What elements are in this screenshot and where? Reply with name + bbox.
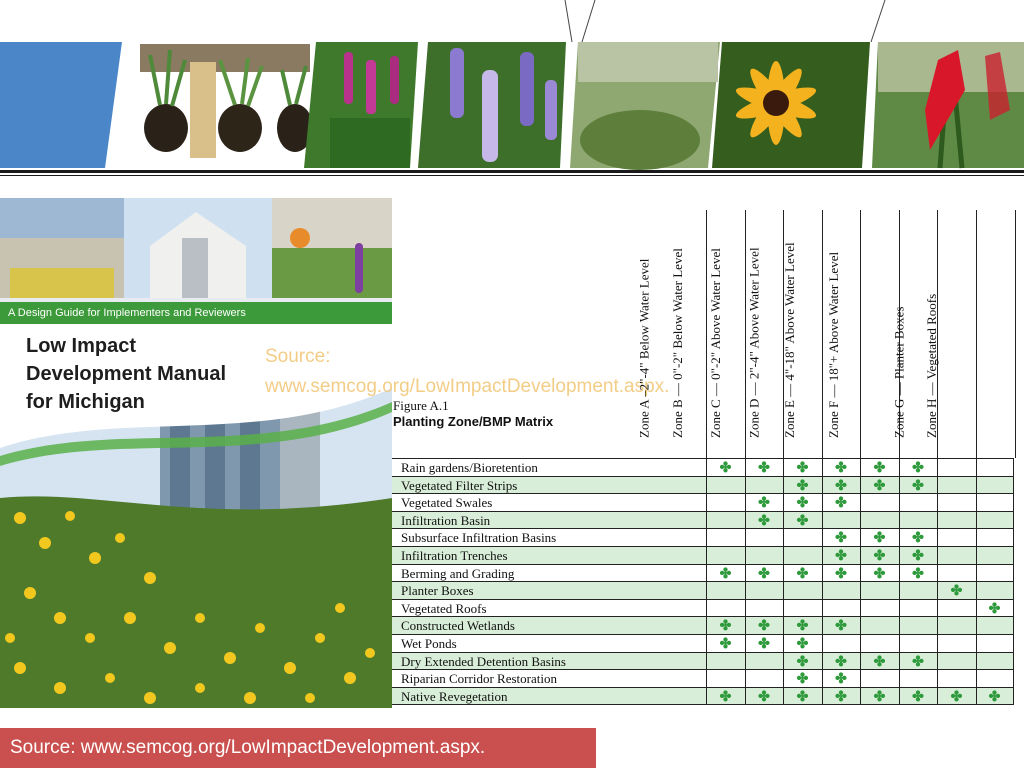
zone-check-icon: ✤	[976, 688, 1014, 705]
zone-check-icon: ✤	[899, 477, 937, 494]
photo-banner	[0, 0, 1024, 180]
zone-header-label: Zone B — 0"-2" Below Water Level	[669, 248, 685, 438]
zone-empty-cell	[822, 635, 860, 652]
source-box: Source: www.semcog.org/LowImpactDevelopment.aspx.	[0, 728, 596, 768]
zone-empty-cell	[706, 512, 744, 529]
zone-check-icon: ✤	[860, 529, 898, 546]
zone-check-icon: ✤	[822, 670, 860, 687]
zone-check-icon: ✤	[745, 512, 783, 529]
ghost-source-text	[265, 342, 669, 402]
zone-empty-cell	[937, 529, 975, 546]
zone-check-icon: ✤	[822, 617, 860, 634]
zone-empty-cell	[976, 617, 1014, 634]
banner-divider-thick	[0, 170, 1024, 173]
zone-header-label: Zone G — Planter Boxes	[891, 306, 907, 438]
zone-check-icon: ✤	[706, 617, 744, 634]
bmp-row	[392, 687, 1014, 705]
bmp-name: Vegetated Roofs	[401, 600, 487, 616]
bmp-name: Infiltration Basin	[401, 512, 491, 528]
cover-title-line: for Michigan	[26, 391, 145, 413]
bmp-name: Berming and Grading	[401, 565, 515, 581]
zone-empty-cell	[783, 547, 821, 564]
zone-empty-cell	[976, 529, 1014, 546]
zone-empty-cell	[937, 600, 975, 617]
zone-empty-cell	[976, 635, 1014, 652]
zone-check-icon: ✤	[706, 459, 744, 476]
bmp-name: Native Revegetation	[401, 688, 508, 704]
ghost-source-line: Source:	[265, 346, 331, 367]
zone-check-icon: ✤	[860, 653, 898, 670]
zone-check-icon: ✤	[822, 653, 860, 670]
bmp-name: Riparian Corridor Restoration	[401, 671, 557, 687]
zone-check-icon: ✤	[822, 565, 860, 582]
zone-empty-cell	[706, 547, 744, 564]
bmp-row	[392, 476, 1014, 494]
zone-check-icon: ✤	[706, 688, 744, 705]
zone-header-label: Zone D — 2"-4" Above Water Level	[746, 247, 762, 438]
zone-check-icon: ✤	[860, 477, 898, 494]
zone-check-icon: ✤	[937, 582, 975, 599]
zone-header-label: Zone E — 4"-18" Above Water Level	[782, 242, 798, 438]
zone-check-icon: ✤	[783, 617, 821, 634]
zone-empty-cell	[976, 582, 1014, 599]
bmp-name: Vegetated Filter Strips	[401, 477, 518, 493]
zone-check-icon: ✤	[899, 529, 937, 546]
zone-empty-cell	[937, 512, 975, 529]
zone-empty-cell	[976, 494, 1014, 511]
zone-check-icon: ✤	[745, 617, 783, 634]
zone-check-icon: ✤	[899, 547, 937, 564]
zone-empty-cell	[976, 547, 1014, 564]
bmp-name: Wet Ponds	[401, 636, 457, 651]
table-bottom-border	[392, 704, 1014, 705]
zone-empty-cell	[706, 529, 744, 546]
zone-empty-cell	[860, 582, 898, 599]
zone-empty-cell	[860, 494, 898, 511]
bmp-row	[392, 669, 1014, 687]
zone-check-icon: ✤	[783, 688, 821, 705]
zone-empty-cell	[937, 547, 975, 564]
zone-empty-cell	[822, 512, 860, 529]
zone-check-icon: ✤	[745, 565, 783, 582]
zone-check-icon: ✤	[822, 459, 860, 476]
zone-empty-cell	[899, 635, 937, 652]
zone-header-label: Zone H — Vegetated Roofs	[923, 293, 939, 438]
zone-empty-cell	[860, 600, 898, 617]
zone-check-icon: ✤	[745, 688, 783, 705]
bmp-row	[392, 564, 1014, 582]
zone-empty-cell	[822, 582, 860, 599]
bmp-row	[392, 581, 1014, 599]
zone-empty-cell	[937, 494, 975, 511]
zone-check-icon: ✤	[783, 653, 821, 670]
zone-check-icon: ✤	[860, 688, 898, 705]
zone-empty-cell	[745, 477, 783, 494]
zone-empty-cell	[937, 635, 975, 652]
zone-check-icon: ✤	[783, 459, 821, 476]
bmp-row	[392, 493, 1014, 511]
zone-empty-cell	[783, 582, 821, 599]
zone-empty-cell	[937, 670, 975, 687]
zone-empty-cell	[706, 477, 744, 494]
zone-check-icon: ✤	[937, 688, 975, 705]
zone-check-icon: ✤	[783, 635, 821, 652]
zone-empty-cell	[745, 529, 783, 546]
bmp-row	[392, 652, 1014, 670]
banner-divider-thin	[0, 175, 1024, 176]
zone-empty-cell	[860, 512, 898, 529]
bmp-name: Planter Boxes	[401, 583, 474, 599]
bmp-row	[392, 616, 1014, 634]
zone-empty-cell	[706, 582, 744, 599]
bmp-name: Infiltration Trenches	[401, 548, 508, 563]
zone-empty-cell	[706, 653, 744, 670]
zone-check-icon: ✤	[745, 459, 783, 476]
zone-empty-cell	[745, 582, 783, 599]
bmp-name: Subsurface Infiltration Basins	[401, 530, 557, 546]
bmp-row	[392, 528, 1014, 546]
zone-header-label: Zone A –2"-4" Below Water Level	[636, 258, 652, 438]
figure-title: Planting Zone/BMP Matrix	[393, 414, 554, 429]
zone-check-icon: ✤	[783, 494, 821, 511]
zone-empty-cell	[899, 670, 937, 687]
zone-empty-cell	[937, 477, 975, 494]
zone-header	[923, 210, 1016, 458]
cover-tagline: A Design Guide for Implementers and Reviewers	[0, 302, 392, 324]
zone-check-icon: ✤	[822, 494, 860, 511]
zone-empty-cell	[976, 670, 1014, 687]
ruler	[190, 62, 216, 158]
zone-empty-cell	[899, 617, 937, 634]
zone-empty-cell	[783, 529, 821, 546]
zone-check-icon: ✤	[783, 565, 821, 582]
zone-empty-cell	[706, 494, 744, 511]
zone-empty-cell	[976, 512, 1014, 529]
zone-empty-cell	[937, 565, 975, 582]
zone-empty-cell	[822, 600, 860, 617]
bmp-name: Rain gardens/Bioretention	[401, 460, 538, 475]
bmp-name: Vegetated Swales	[401, 495, 493, 511]
zone-check-icon: ✤	[706, 565, 744, 582]
zone-empty-cell	[899, 582, 937, 599]
zone-empty-cell	[976, 459, 1014, 476]
zone-check-icon: ✤	[822, 477, 860, 494]
zone-check-icon: ✤	[899, 653, 937, 670]
bmp-row	[392, 634, 1014, 652]
zone-empty-cell	[899, 494, 937, 511]
zone-check-icon: ✤	[745, 494, 783, 511]
zone-empty-cell	[860, 617, 898, 634]
zone-check-icon: ✤	[899, 459, 937, 476]
zone-check-icon: ✤	[822, 688, 860, 705]
zone-empty-cell	[899, 512, 937, 529]
zone-header-label: Zone F — 18"+ Above Water Level	[825, 251, 841, 438]
zone-empty-cell	[745, 600, 783, 617]
zone-check-icon: ✤	[822, 529, 860, 546]
zone-empty-cell	[860, 670, 898, 687]
zone-empty-cell	[937, 653, 975, 670]
zone-empty-cell	[745, 547, 783, 564]
zone-check-icon: ✤	[822, 547, 860, 564]
zone-empty-cell	[976, 565, 1014, 582]
banner-photos	[0, 0, 1024, 180]
zone-empty-cell	[706, 670, 744, 687]
ghost-source-line: www.semcog.org/LowImpactDevelopment.aspx.	[265, 376, 670, 397]
zone-empty-cell	[745, 670, 783, 687]
zone-empty-cell	[860, 635, 898, 652]
figure-label: Figure A.1	[393, 398, 449, 413]
zone-check-icon: ✤	[783, 477, 821, 494]
zone-empty-cell	[937, 617, 975, 634]
zone-empty-cell	[745, 653, 783, 670]
cover-title-line: Low Impact	[26, 335, 137, 357]
cover-illustration	[0, 198, 392, 708]
zone-empty-cell	[899, 600, 937, 617]
zone-check-icon: ✤	[899, 688, 937, 705]
zone-empty-cell	[976, 653, 1014, 670]
zone-empty-cell	[976, 477, 1014, 494]
zone-check-icon: ✤	[783, 670, 821, 687]
zone-check-icon: ✤	[860, 459, 898, 476]
zone-check-icon: ✤	[976, 600, 1014, 617]
book-cover	[0, 198, 392, 708]
zone-check-icon: ✤	[860, 565, 898, 582]
zone-check-icon: ✤	[860, 547, 898, 564]
bmp-row	[392, 458, 1014, 476]
zone-check-icon: ✤	[899, 565, 937, 582]
zone-check-icon: ✤	[706, 635, 744, 652]
bmp-row	[392, 511, 1014, 529]
zone-empty-cell	[937, 459, 975, 476]
zone-empty-cell	[783, 600, 821, 617]
zone-empty-cell	[706, 600, 744, 617]
blue-accent-shape	[0, 42, 122, 168]
bmp-row	[392, 546, 1014, 564]
zone-header-label: Zone C — 0"-2" Above Water Level	[708, 248, 724, 438]
bmp-name: Dry Extended Detention Basins	[401, 653, 566, 669]
bmp-row	[392, 599, 1014, 617]
zone-check-icon: ✤	[745, 635, 783, 652]
cover-title-line: Development Manual	[26, 363, 227, 385]
zone-check-icon: ✤	[783, 512, 821, 529]
bmp-name: Constructed Wetlands	[401, 618, 515, 634]
cover-title	[26, 332, 276, 416]
